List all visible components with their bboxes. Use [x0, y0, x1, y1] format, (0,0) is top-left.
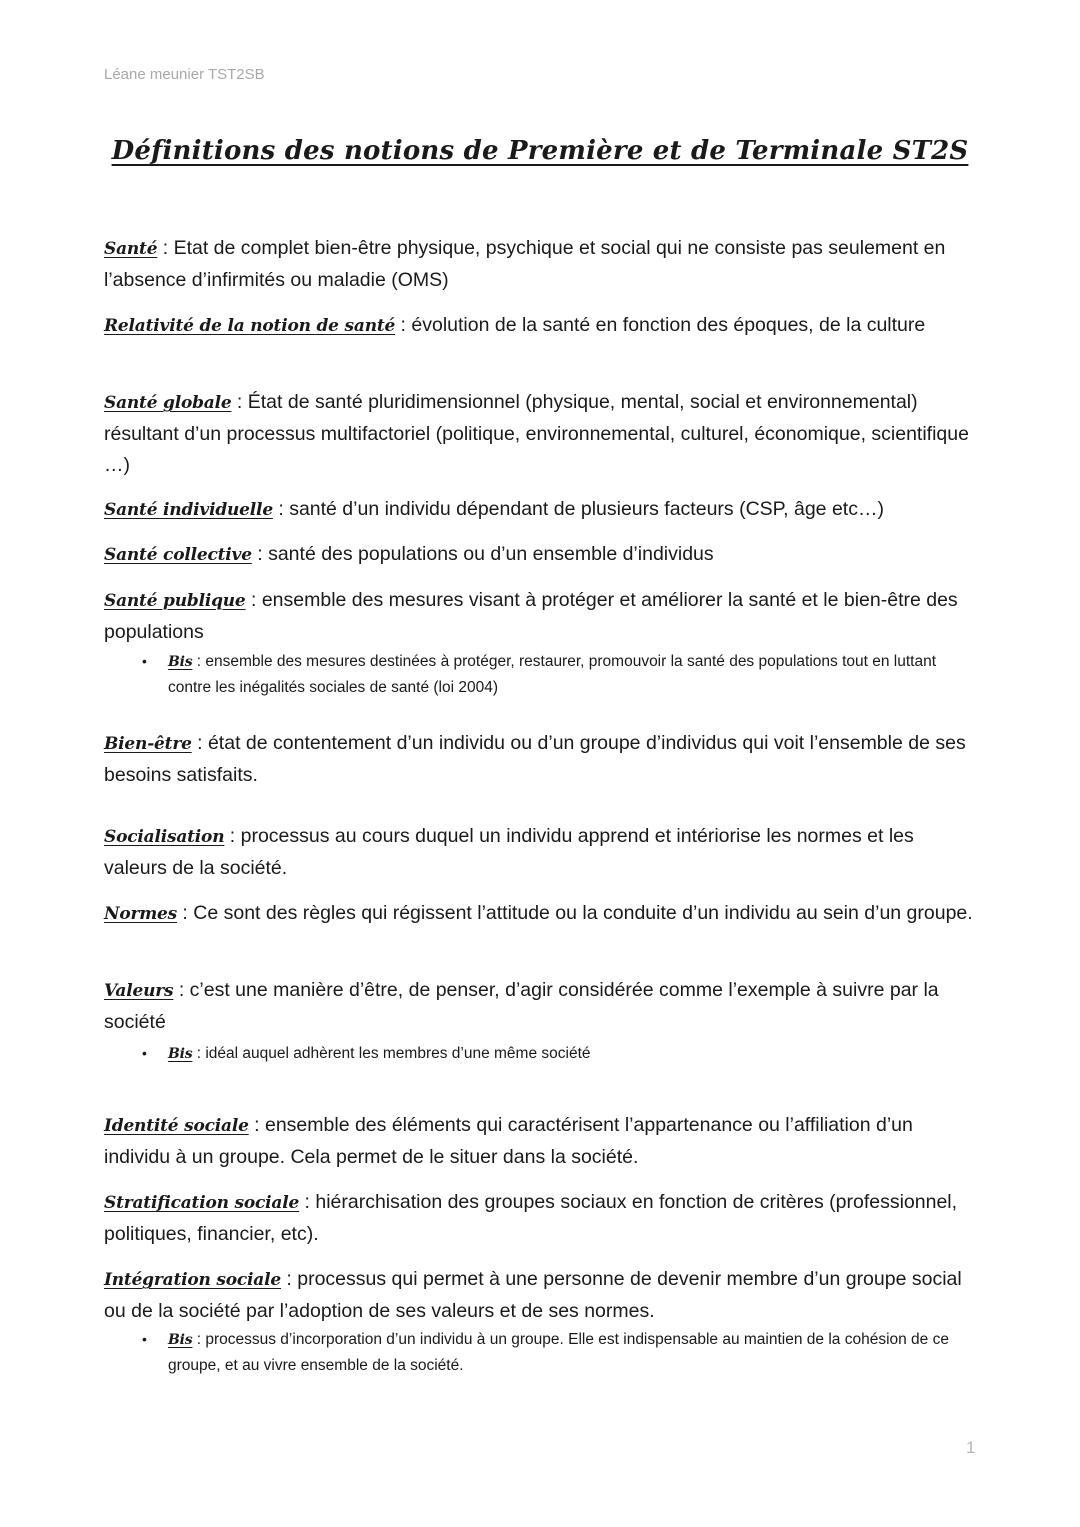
- bis-text: : idéal auquel adhèrent les membres d’une même société: [192, 1045, 591, 1062]
- definition-text: : santé des populations ou d’un ensemble d’individus: [251, 543, 714, 565]
- definition-text: : processus au cours duquel un individu apprend et intériorise les normes et les valeurs de la société.: [104, 825, 914, 879]
- definition-bien-etre: [104, 728, 974, 791]
- page-title: Définitions des notions de Première et de Terminale ST2S: [111, 136, 969, 166]
- definition-valeurs: [104, 975, 974, 1038]
- definition-stratification-sociale: [104, 1187, 974, 1250]
- definition-text: : c’est une manière d’être, de penser, d’agir considérée comme l’exemple à suivre par la société: [104, 979, 939, 1033]
- definition-term: Valeurs: [104, 981, 174, 1001]
- definition-socialisation: [104, 821, 974, 884]
- bullet-icon: •: [142, 1331, 147, 1347]
- definition-text: : évolution de la santé en fonction des époques, de la culture: [395, 314, 926, 336]
- definition-term: Santé globale: [104, 393, 232, 413]
- bis-text: : processus d’incorporation d’un individu à un groupe. Elle est indispensable au maintien de la cohésion de ce groupe, et au vivre ensemble de la société.: [168, 1331, 949, 1374]
- definition-term: Santé publique: [104, 591, 246, 611]
- definition-text: : ensemble des mesures visant à protéger et améliorer la santé et le bien-être des populations: [104, 589, 958, 643]
- definition-term: Identité sociale: [104, 1116, 249, 1136]
- bis-text: : ensemble des mesures destinées à protéger, restaurer, promouvoir la santé des populations tout en luttant contre les inégalités sociales de santé (loi 2004): [168, 653, 937, 696]
- definition-text: : processus qui permet à une personne de devenir membre d’un groupe social ou de la société par l’adoption de ses valeurs et de ses normes.: [104, 1268, 962, 1322]
- definition-term: Intégration sociale: [104, 1270, 281, 1290]
- definition-sante: [104, 233, 974, 296]
- definition-term: Stratification sociale: [104, 1193, 300, 1213]
- bis-note-sante-publique: [142, 649, 968, 700]
- definition-relativite: [104, 310, 974, 342]
- definition-sante-globale: [104, 387, 974, 481]
- bis-note-integration-sociale: [142, 1327, 968, 1378]
- definition-term: Socialisation: [104, 827, 225, 847]
- definition-text: : état de contentement d’un individu ou d’un groupe d’individus qui voit l’ensemble de ses besoins satisfaits.: [104, 732, 966, 786]
- definition-text: : Ce sont des règles qui régissent l’attitude ou la conduite d’un individu au sein d’un groupe.: [177, 902, 973, 924]
- definition-text: : hiérarchisation des groupes sociaux en fonction de critères (professionnel, politiques, financier, etc).: [104, 1191, 958, 1245]
- definition-term: Santé: [104, 239, 158, 259]
- definition-text: : État de santé pluridimensionnel (physique, mental, social et environnemental) résultant d’un processus multifactoriel (politique, environnemental, culturel, économique, scientifique …): [104, 391, 969, 476]
- bis-label: Bis: [168, 1332, 193, 1348]
- definition-term: Santé collective: [104, 545, 252, 565]
- definition-text: : ensemble des éléments qui caractérisent l’appartenance ou l’affiliation d’un individu à un groupe. Cela permet de le situer dans la société.: [104, 1114, 913, 1168]
- definition-term: Santé individuelle: [104, 500, 273, 520]
- bullet-icon: •: [142, 1045, 147, 1061]
- definition-text: : Etat de complet bien-être physique, psychique et social qui ne consiste pas seulement en l’absence d’infirmités ou maladie (OMS): [104, 237, 946, 291]
- bullet-icon: •: [142, 653, 147, 669]
- definition-normes: [104, 898, 974, 930]
- definition-sante-collective: [104, 539, 974, 571]
- definition-text: : santé d’un individu dépendant de plusieurs facteurs (CSP, âge etc…): [272, 498, 884, 520]
- definition-integration-sociale: [104, 1264, 974, 1327]
- page-number: 1: [966, 1438, 976, 1457]
- bis-label: Bis: [168, 1046, 193, 1062]
- definition-term: Bien-être: [104, 734, 192, 754]
- definition-identite-sociale: [104, 1110, 974, 1173]
- definition-term: Normes: [104, 904, 178, 924]
- bis-note-valeurs: [142, 1041, 968, 1067]
- header-author: Léane meunier TST2SB: [104, 66, 265, 83]
- definition-term: Relativité de la notion de santé: [104, 316, 396, 336]
- definition-sante-individuelle: [104, 494, 974, 526]
- bis-label: Bis: [168, 654, 193, 670]
- definition-sante-publique: [104, 585, 974, 648]
